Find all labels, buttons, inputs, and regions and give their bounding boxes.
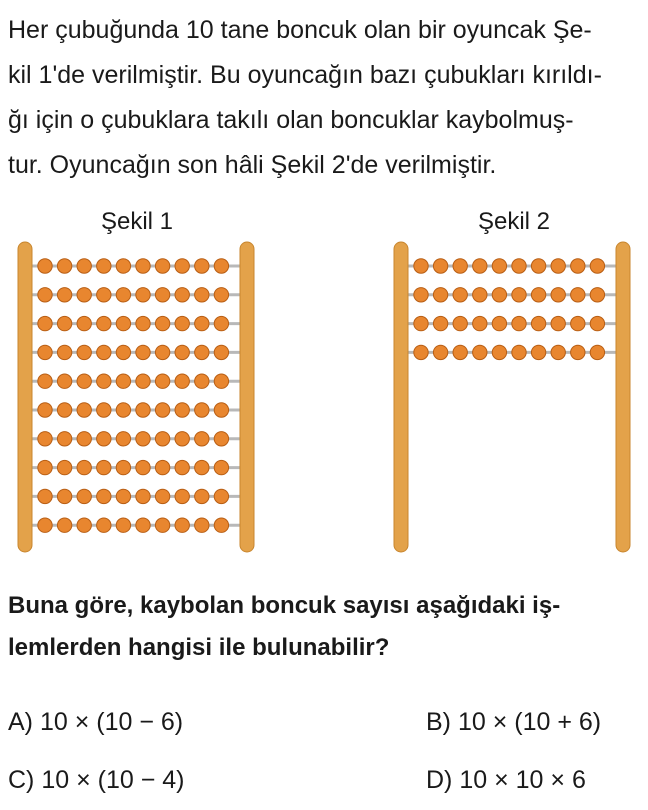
bead [57,259,71,273]
bead [38,403,52,417]
bead [38,489,52,503]
bead [433,345,447,359]
intro-line: kil 1'de verilmiştir. Bu oyuncağın bazı çubukları kırıldı- [8,61,602,89]
bead [492,259,506,273]
bead [453,259,467,273]
bead [214,518,228,532]
bead [116,489,130,503]
bead [136,403,150,417]
bead [214,259,228,273]
bead [97,403,111,417]
bead [97,432,111,446]
bead [155,489,169,503]
bead [590,316,604,330]
bead [38,460,52,474]
question [8,585,640,669]
bead [531,259,545,273]
bead [77,432,91,446]
bead [97,489,111,503]
bead [77,288,91,302]
figure-1-label: Şekil 1 [100,208,174,235]
option-letter: C) [8,766,35,794]
bead [116,518,130,532]
bead [195,403,209,417]
bead [97,345,111,359]
bead [116,288,130,302]
bead [551,288,565,302]
bead [175,288,189,302]
bead [571,345,585,359]
bead [136,288,150,302]
bead [473,259,487,273]
figure-2-label: Şekil 2 [477,208,551,235]
bead [116,374,130,388]
bead [38,288,52,302]
bead [512,288,526,302]
bead [175,460,189,474]
bead [77,403,91,417]
bead [77,345,91,359]
intro-line: tur. Oyuncağın son hâli Şekil 2'de verilmiştir. [8,151,497,179]
bead [590,345,604,359]
bead [38,432,52,446]
bead [175,403,189,417]
bead [214,460,228,474]
bead [195,288,209,302]
bead [453,288,467,302]
bead [155,288,169,302]
option-letter: B) [426,708,451,736]
bead [57,460,71,474]
bead [38,374,52,388]
bead [571,288,585,302]
bead [414,316,428,330]
bead [155,432,169,446]
bead [136,345,150,359]
bead [77,316,91,330]
bead [136,460,150,474]
bead [175,345,189,359]
option-text: 10 × 10 × 6 [459,766,586,794]
bead [116,403,130,417]
bead [38,316,52,330]
bead [57,518,71,532]
bead [175,518,189,532]
bead [531,345,545,359]
bead [57,403,71,417]
bead [116,345,130,359]
bead [175,374,189,388]
frame-post-left [18,242,32,552]
bead [97,316,111,330]
bead [473,345,487,359]
bead [414,288,428,302]
bead [136,259,150,273]
bead [57,316,71,330]
option-a[interactable] [8,708,183,737]
option-d[interactable] [426,766,586,795]
bead [433,316,447,330]
bead [195,489,209,503]
bead [512,316,526,330]
bead [512,345,526,359]
bead [97,374,111,388]
bead [116,432,130,446]
bead [214,489,228,503]
option-text: 10 × (10 − 4) [41,766,185,794]
bead [195,316,209,330]
bead [214,316,228,330]
bead [155,374,169,388]
bead [453,345,467,359]
bead [116,316,130,330]
bead [77,259,91,273]
bead [155,460,169,474]
bead [473,316,487,330]
option-letter: D) [426,766,453,794]
bead [175,489,189,503]
bead [551,345,565,359]
bead [590,288,604,302]
option-text: 10 × (10 + 6) [457,708,602,736]
bead [492,345,506,359]
option-text: 10 × (10 − 6) [39,708,184,736]
bead [214,374,228,388]
problem-statement [8,8,636,188]
bead [38,518,52,532]
bead [414,259,428,273]
bead [155,345,169,359]
bead [512,259,526,273]
bead [155,259,169,273]
option-letter: A) [8,708,33,736]
bead [57,345,71,359]
bead [551,259,565,273]
bead [195,374,209,388]
bead [492,316,506,330]
bead [195,432,209,446]
bead [155,518,169,532]
bead [116,460,130,474]
bead [57,489,71,503]
bead [97,288,111,302]
bead [155,316,169,330]
bead [175,432,189,446]
option-b[interactable] [426,708,601,737]
intro-line: ğı için o çubuklara takılı olan boncuklar kaybolmuş- [8,106,574,134]
bead [214,432,228,446]
bead [214,345,228,359]
question-line: lemlerden hangisi ile bulunabilir? [8,634,390,661]
bead [531,316,545,330]
bead [195,518,209,532]
option-c[interactable] [8,766,185,795]
question-line: Buna göre, kaybolan boncuk sayısı aşağıdaki iş- [8,592,561,619]
bead [97,518,111,532]
bead [136,518,150,532]
bead [551,316,565,330]
bead [214,403,228,417]
bead [38,259,52,273]
bead [175,316,189,330]
bead [77,518,91,532]
bead [195,460,209,474]
bead [453,316,467,330]
frame-post-left [394,242,408,552]
bead [175,259,189,273]
bead [155,403,169,417]
bead [116,259,130,273]
bead [590,259,604,273]
bead [136,374,150,388]
abacus-figure-2 [390,238,640,556]
intro-line: Her çubuğunda 10 tane boncuk olan bir oyuncak Şe- [8,16,592,44]
bead [571,316,585,330]
frame-post-right [240,242,254,552]
frame-post-right [616,242,630,552]
bead [571,259,585,273]
bead [97,259,111,273]
bead [77,374,91,388]
abacus-figure-1 [14,238,264,556]
bead [57,288,71,302]
bead [433,288,447,302]
bead [531,288,545,302]
bead [492,288,506,302]
bead [136,316,150,330]
bead [77,489,91,503]
bead [414,345,428,359]
bead [57,432,71,446]
bead [57,374,71,388]
bead [38,345,52,359]
bead [214,288,228,302]
bead [136,432,150,446]
bead [195,345,209,359]
bead [97,460,111,474]
bead [433,259,447,273]
bead [136,489,150,503]
bead [77,460,91,474]
bead [473,288,487,302]
bead [195,259,209,273]
